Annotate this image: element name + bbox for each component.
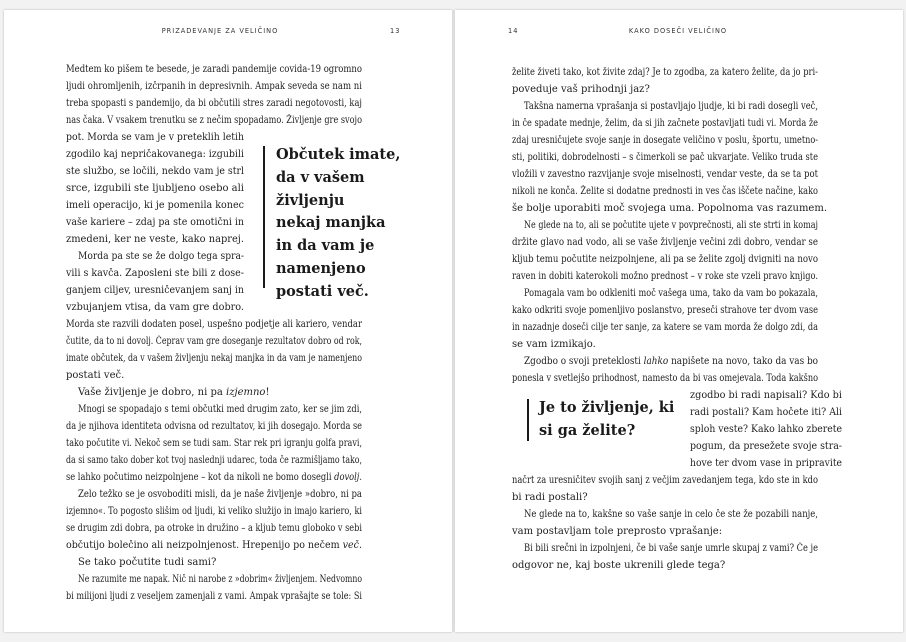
right_page-text-line: načrt za uresničitev svojih sanj z večjim zavedanjem tega, kdo ste in kdo xyxy=(512,475,818,486)
left_page-text-line: občutijo bolečino ali neizpolnjenost. Hrepenijo po nečem več. xyxy=(66,540,362,551)
left_page-pull-quote-line: Občutek imate, xyxy=(276,146,401,163)
right_page-page-number: 14 xyxy=(508,27,519,35)
left_page-text-line: treba spopasti s pandemijo, da bi občutili stres zaradi negotovosti, kaj xyxy=(66,98,362,109)
left_page-text-line: ganjem ciljev, uresničevanjem sanj in xyxy=(66,285,244,296)
left_page-text-line: Mnogi se spopadajo s temi občutki med drugim zato, ker se jim zdi, xyxy=(78,404,362,415)
right_page-text-line: nikoli ne konča. Želite si dodatne prednosti in ves čas iščete načine, kako xyxy=(512,186,818,197)
right_page-text-line: Zgodbo o svoji preteklosti lahko napišete na novo, tako da vas bo xyxy=(524,356,818,367)
left_page-text-line: Ne razumite me napak. Nič ni narobe z »dobrim« življenjem. Nedvomno xyxy=(78,574,362,585)
left_page-text-line: pot. Morda se vam je v preteklih letih xyxy=(66,132,244,143)
left_page-text-line: Se tako počutite tudi sami? xyxy=(78,557,217,568)
left_page-text-line: čutite, da to ni dovolj. Čeprav vam gre doseganje rezultatov dobro od rok, xyxy=(66,336,362,347)
right_page-text-line: Bi bili srečni in izpolnjeni, če bi vaše sanje umrle skupaj z vami? Če je xyxy=(524,543,818,554)
right_page-text-line: radi postali? Kam hočete iti? Ali xyxy=(690,407,842,418)
right_page-text-line: sti, politiki, dobrodelnosti – s čimerkoli se pač ukvarjate. Veliko truda ste xyxy=(512,152,818,163)
right_page-pull-quote-line: Je to življenje, ki xyxy=(539,399,675,416)
left_page-text-line: da je njihova identiteta odvisna od rezultatov, ki jih dosegajo. Morda se xyxy=(66,421,362,432)
left_page-text-line: vaše kariere – zdaj pa ste omotični in xyxy=(66,217,244,228)
right_page-text-line: še bolje uporabiti moč svojega uma. Popolnoma vas razumem. xyxy=(512,203,828,214)
right_page-text-line: poveduje vaš prihodnji jaz? xyxy=(512,84,650,95)
right_page-text-line: ponesla v svetlejšo prihodnost, namesto da bi vas omejevala. Toda kakšno xyxy=(512,373,818,384)
right_page-text-line: odgovor ne, kaj boste ukrenili glede tega? xyxy=(512,560,726,571)
right_page-text-line: in nazadnje doseči cilje ter sanje, za katere se vam morda že dolgo zdi, da xyxy=(512,322,818,333)
right_page-text-line: hove ter dvom vase in pripravite xyxy=(690,458,842,469)
left_page-text-line: bi milijoni ljudi z veseljem zamenjali z vami. Ampak vprašajte se tole: Si xyxy=(66,591,362,602)
left_page-pull-quote-line: življenju xyxy=(276,191,345,209)
right_page-text-line: se vam izmikajo. xyxy=(512,339,596,350)
left_page-text-line: tako počutite vi. Nekoč sem se tudi sam. Star rek pri igranju golfa pravi, xyxy=(66,438,362,449)
left_page-text-line: Morda pa ste se že dolgo tega spra- xyxy=(78,251,244,262)
left_page-pull-quote-rule xyxy=(263,146,265,288)
right_page-text-line: sploh veste? Kako lahko zberete xyxy=(690,424,842,435)
left_page-text-line: se drugim zdi dobra, pa otroke in družino – a kljub temu globoko v sebi xyxy=(66,523,362,534)
left_page-pull-quote-line: in da vam je xyxy=(276,237,375,255)
left_page-text-line: ljudi ohromljenih, izčrpanih in depresivnih. Ampak seveda se nam ni xyxy=(66,81,362,92)
right_page-text-line: in če spadate mednje, želim, da si jih začnete postavljati tudi vi. Morda že xyxy=(512,118,818,129)
left_page-text-line: srce, izgubili ste ljubljeno osebo ali xyxy=(66,183,244,194)
left_page-pull-quote-line: nekaj manjka xyxy=(276,214,386,232)
right_page-text-line: bi radi postali? xyxy=(512,492,588,503)
right_page-text-line: kljub temu počutite neizpolnjene, ali pa se želite zgolj dvigniti na novo xyxy=(512,254,818,265)
left_page-text-line: imeli operacijo, ki je pomenila konec xyxy=(66,200,244,211)
left_page-text-line: Zelo težko se je osvoboditi misli, da je naše življenje »dobro, ni pa xyxy=(78,489,362,500)
right_page-text-line: vložili v zavestno razvijanje svoje miselnosti, vendar veste, da se ta pot xyxy=(512,169,818,180)
left_page-pull-quote-line: namenjeno xyxy=(276,260,366,277)
right_page-text-line: Ne glede na to, ali se počutite ujete v povprečnosti, ali ste strti in komaj xyxy=(524,220,818,231)
left_page-text-line: nas čaka. V vsakem trenutku se z nečim spopadamo. Življenje gre svojo xyxy=(66,115,362,126)
right_page-text-line: Pomagala vam bo odkleniti moč vašega uma, tako da vam bo pokazala, xyxy=(524,288,818,299)
right_page-running-head: KAKO DOSEČI VELIČINO xyxy=(628,27,728,35)
left_page-text-line: vzbujanjem vtisa, da vam gre dobro. xyxy=(66,302,244,313)
left_page-text-line: izjemno«. To pogosto slišim od ljudi, ki veliko služijo in imajo kariero, ki xyxy=(66,506,362,517)
right_page-text-line: kako odkriti svoje pomenljivo poslanstvo, preseči strahove ter dvom vase xyxy=(512,305,818,316)
right_page-text-line: vam postavljam tole preprosto vprašanje: xyxy=(512,526,723,537)
right_page-text-line: zdaj uresničujete svoje sanje in dosegate veličino v poslu, športu, umetno- xyxy=(512,135,818,146)
right_page-text-line: Ne glede na to, kakšne so vaše sanje in celo če ste že pozabili nanje, xyxy=(524,509,818,520)
right_page-text-line: zgodbo bi radi napisali? Kdo bi xyxy=(690,390,842,401)
left_page-text-line: ste službo, se ločili, nekdo vam je strl xyxy=(66,166,244,177)
right_page-pull-quote-line: si ga želite? xyxy=(539,421,636,439)
left_page-page-number: 13 xyxy=(390,27,401,35)
right_page-text-line: držite glavo nad vodo, ali se vaše življenje večini zdi dobro, vendar se xyxy=(512,237,818,248)
right_page-pull-quote-rule xyxy=(527,399,529,441)
left_page-text-line: da si samo tako dober kot tvoj naslednji udarec, toda če razmišljamo tako, xyxy=(66,455,362,466)
left_page-pull-quote-line: postati več. xyxy=(276,282,369,300)
left_page-text-line: zmedeni, ker ne veste, kako naprej. xyxy=(66,234,244,245)
right_page-text-line: Takšna namerna vprašanja si postavljajo ljudje, ki bi radi dosegli več, xyxy=(524,101,818,112)
left_page-text-line: imate občutek, da v vašem življenju nekaj manjka in da vam je namenjeno xyxy=(66,353,362,364)
left_page-text-line: Morda ste razvili dodaten posel, uspešno podjetje ali kariero, vendar xyxy=(66,319,362,330)
left_page-text-line: Vaše življenje je dobro, ni pa izjemno! xyxy=(78,387,270,398)
left_page-text-line: Medtem ko pišem te besede, je zaradi pandemije covida-19 ogromno xyxy=(66,64,362,75)
right_page-text-line: raven in dobiti katerokoli možno prednost – v roke ste vzeli pravo knjigo. xyxy=(512,271,818,282)
right_page-text-line: pogum, da presežete svoje stra- xyxy=(690,441,842,452)
left_page-text-line: vili s kavča. Zaposleni ste bili z dose- xyxy=(66,268,244,279)
left_page-pull-quote-line: da v vašem xyxy=(276,168,365,186)
right_page-text-line: želite živeti tako, kot živite zdaj? Je to zgodba, za katero želite, da jo pri- xyxy=(512,67,818,78)
left_page-text-line: zgodilo kaj nepričakovanega: izgubili xyxy=(66,149,244,160)
left_page-text-line: se lahko počutimo neizpolnjene – kot da nikoli ne bomo dosegli dovolj. xyxy=(66,472,362,483)
left_page-running-head: PRIZADEVANJE ZA VELIČINO xyxy=(161,27,279,35)
left_page-text-line: postati več. xyxy=(66,370,125,381)
